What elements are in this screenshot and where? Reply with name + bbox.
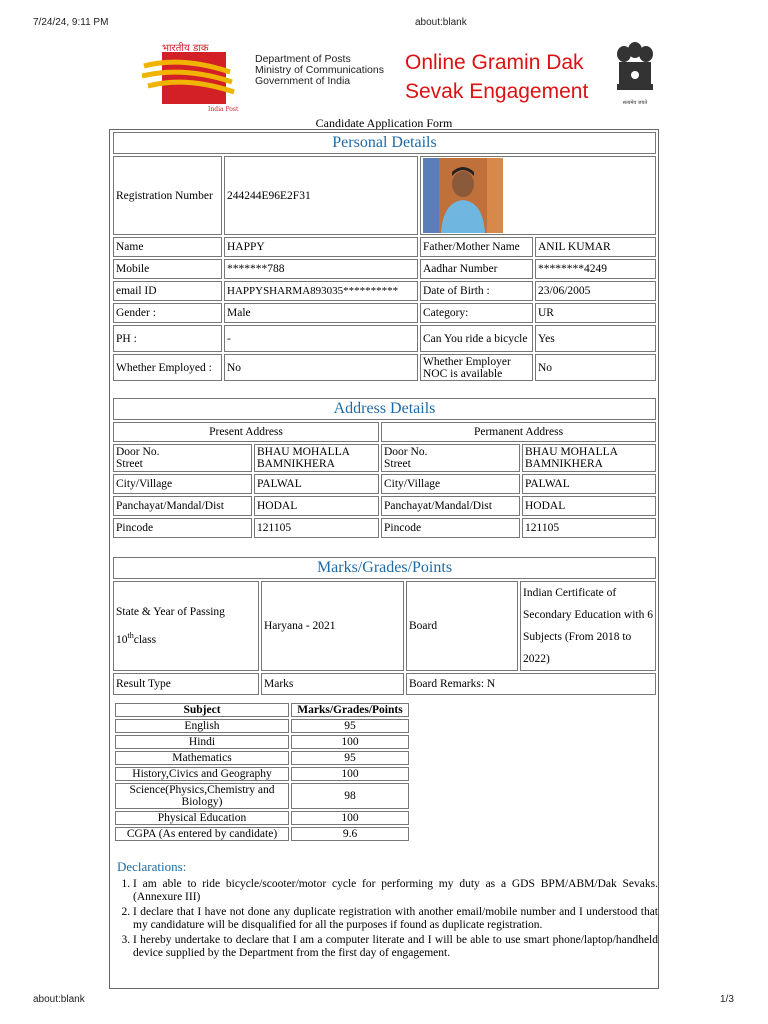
declaration-item: 1. I am able to ride bicycle/scooter/motor cycle for performing my duty as a GDS BPM/ABM/Dak Sevaks. (Annexure III) [133,878,658,903]
state-year-label: State & Year of Passing 10thclass [113,581,259,671]
subject-name: Science(Physics,Chemistry and Biology) [115,783,289,809]
subject-marks: 9.6 [291,827,409,841]
subject-marks: 95 [291,751,409,765]
declaration-item: 2. I declare that I have not done any duplicate registration with another email/mobile number and I understood that my candidature will be disqualified for all the purposes if found as duplicate registration. [133,906,658,931]
noc-label: Whether Employer NOC is available [420,354,533,381]
email-label: email ID [113,281,222,301]
dept-line-2: Ministry of Communications [255,64,384,76]
india-post-logo [142,42,252,112]
present-panchayat-label: Panchayat/Mandal/Dist [113,496,252,516]
category-value: UR [535,303,656,323]
board-remarks: Board Remarks: N [406,673,656,695]
declaration-item: 3. I hereby undertake to declare that I am a computer literate and I will be able to use smart phone/laptop/handheld device supplied by the Department from the first day of engagement. [133,934,658,959]
name-value: HAPPY [224,237,418,257]
portal-title-line-2: Sevak Engagement [405,80,589,103]
category-label: Category: [420,303,533,323]
employed-label: Whether Employed : [113,354,222,381]
permanent-pincode-value: 121105 [522,518,656,538]
present-panchayat-value: HODAL [254,496,379,516]
permanent-door-label: Door No. Street [381,444,520,472]
print-url-footer: about:blank [33,994,85,1005]
page-number: 1/3 [720,994,734,1005]
svg-text:सत्यमेव जयते: सत्यमेव जयते [622,100,648,106]
aadhar-value: ********4249 [535,259,656,279]
declarations-list [113,878,658,962]
print-timestamp: 7/24/24, 9:11 PM [33,17,109,28]
marks-heading: Marks/Grades/Points [113,557,656,579]
subject-row [115,751,409,765]
permanent-city-label: City/Village [381,474,520,494]
aadhar-label: Aadhar Number [420,259,533,279]
gender-value: Male [224,303,418,323]
department-block [255,54,384,87]
subject-marks-table [113,701,411,843]
subject-marks: 100 [291,811,409,825]
present-door-value: BHAU MOHALLA BAMNIKHERA [254,444,379,472]
dob-label: Date of Birth : [420,281,533,301]
subject-marks: 100 [291,767,409,781]
permanent-panchayat-label: Panchayat/Mandal/Dist [381,496,520,516]
subject-marks: 95 [291,719,409,733]
subject-row [115,811,409,825]
subject-name: Mathematics [115,751,289,765]
present-city-value: PALWAL [254,474,379,494]
subject-row [115,735,409,749]
parent-value: ANIL KUMAR [535,237,656,257]
print-url-header: about:blank [415,17,467,28]
marks-details-table [111,555,658,697]
national-emblem-icon [613,38,657,108]
ph-label: PH : [113,325,222,352]
personal-details-table [111,130,658,383]
permanent-door-value: BHAU MOHALLA BAMNIKHERA [522,444,656,472]
board-label: Board [406,581,518,671]
bicycle-label: Can You ride a bicycle [420,325,533,352]
portal-title [405,48,588,106]
subject-row [115,767,409,781]
permanent-pincode-label: Pincode [381,518,520,538]
subject-row [115,827,409,841]
form-title: Candidate Application Form [315,116,453,130]
result-type-value: Marks [261,673,404,695]
result-type-label: Result Type [113,673,259,695]
photo-cell [420,156,656,235]
declarations-title: Declarations: [117,859,187,874]
email-value: HAPPYSHARMA893035********** [224,281,418,301]
parent-label: Father/Mother Name [420,237,533,257]
registration-label: Registration Number [113,156,222,235]
gender-label: Gender : [113,303,222,323]
name-label: Name [113,237,222,257]
bicycle-value: Yes [535,325,656,352]
state-year-value: Haryana - 2021 [261,581,404,671]
board-value: Indian Certificate of Secondary Education with 6 Subjects (From 2018 to 2022) [520,581,656,671]
candidate-photo [423,158,503,233]
address-details-table [111,396,658,540]
subject-name: CGPA (As entered by candidate) [115,827,289,841]
portal-title-line-1: Online Gramin Dak [405,51,584,74]
permanent-city-value: PALWAL [522,474,656,494]
subject-row [115,783,409,809]
subject-name: English [115,719,289,733]
subject-column-header: Subject [115,703,289,717]
employed-value: No [224,354,418,381]
dob-value: 23/06/2005 [535,281,656,301]
address-details-heading: Address Details [113,398,656,420]
svg-text:भारतीय डाक: भारतीय डाक [162,43,209,54]
mobile-value: *******788 [224,259,418,279]
present-pincode-value: 121105 [254,518,379,538]
present-door-label: Door No. Street [113,444,252,472]
present-pincode-label: Pincode [113,518,252,538]
subject-row [115,719,409,733]
present-address-header: Present Address [113,422,379,442]
dept-line-3: Government of India [255,75,351,87]
class-label: 10thclass [116,631,157,646]
subject-name: Hindi [115,735,289,749]
svg-text:India Post: India Post [208,106,239,112]
personal-details-heading: Personal Details [113,132,656,154]
ph-value: - [224,325,418,352]
permanent-panchayat-value: HODAL [522,496,656,516]
noc-value: No [535,354,656,381]
marks-column-header: Marks/Grades/Points [291,703,409,717]
dept-line-1: Department of Posts [255,53,351,65]
subject-marks: 100 [291,735,409,749]
mobile-label: Mobile [113,259,222,279]
subject-marks: 98 [291,783,409,809]
permanent-address-header: Permanent Address [381,422,656,442]
subject-name: History,Civics and Geography [115,767,289,781]
present-city-label: City/Village [113,474,252,494]
subject-name: Physical Education [115,811,289,825]
registration-value: 244244E96E2F31 [224,156,418,235]
